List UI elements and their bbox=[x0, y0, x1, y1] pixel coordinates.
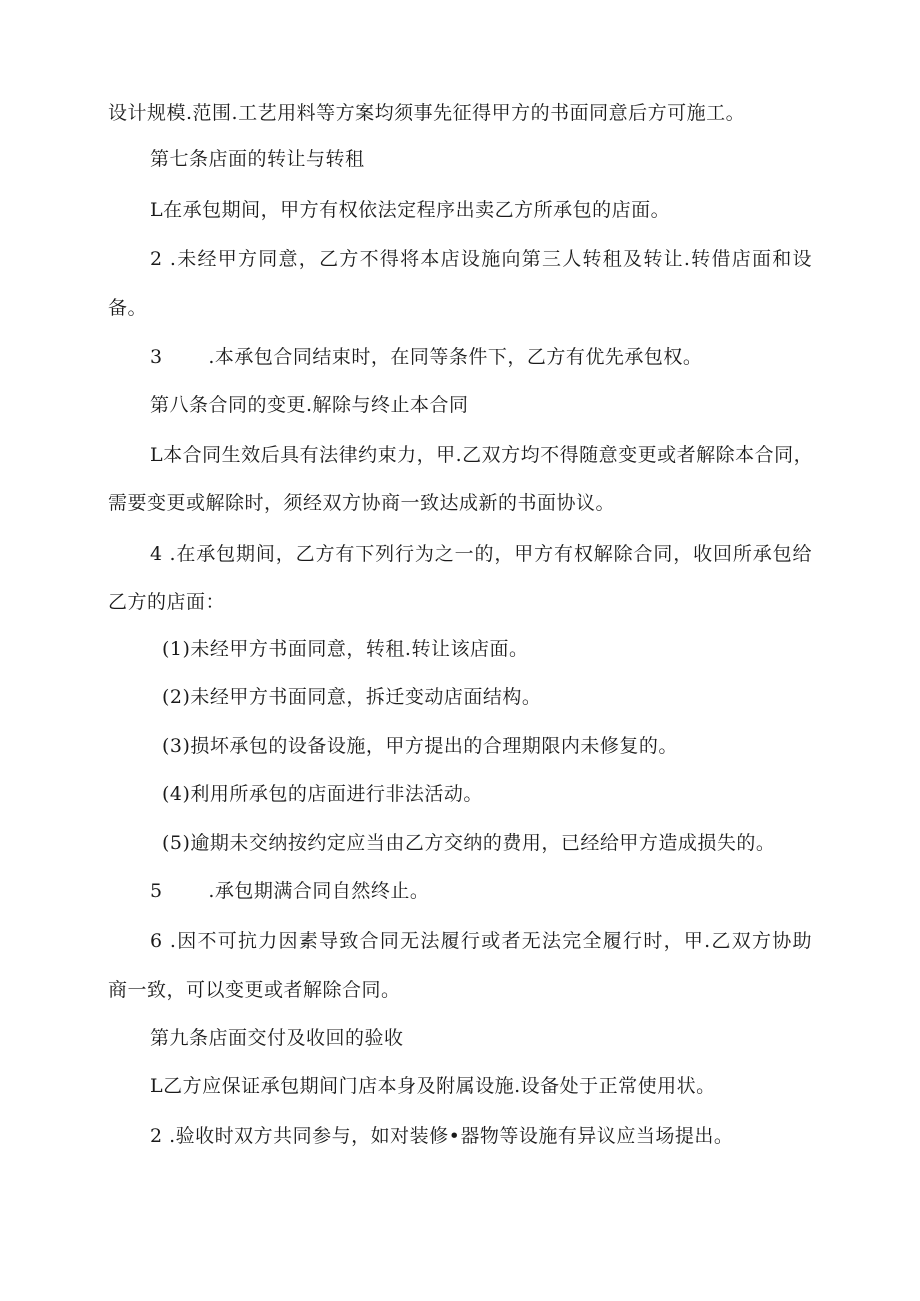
paragraph-line: 设计规模.范围.工艺用料等方案均须事先征得甲方的书面同意后方可施工。 bbox=[108, 102, 746, 124]
list-item: (2)未经甲方书面同意，拆迁变动店面结构。 bbox=[162, 686, 542, 708]
clause-line: L乙方应保证承包期间门店本身及附属设施.设备处于正常使用状。 bbox=[150, 1075, 716, 1097]
clause-line: 3 .本承包合同结束时，在同等条件下，乙方有优先承包权。 bbox=[150, 346, 703, 368]
list-item: (3)损坏承包的设备设施，甲方提出的合理期限内未修复的。 bbox=[162, 735, 678, 757]
section-heading: 第八条合同的变更.解除与终止本合同 bbox=[150, 394, 469, 416]
section-heading: 第七条店面的转让与转租 bbox=[150, 148, 365, 170]
clause-line: 6 .因不可抗力因素导致合同无法履行或者无法完全履行时，甲.乙双方协助 bbox=[150, 930, 812, 952]
clause-line-continued: 乙方的店面： bbox=[108, 591, 226, 613]
clause-line: 4 .在承包期间，乙方有下列行为之一的，甲方有权解除合同，收回所承包给 bbox=[150, 543, 812, 565]
clause-line: 5 .承包期满合同自然终止。 bbox=[150, 880, 430, 902]
clause-line: 2 .验收时双方共同参与，如对装修•器物等设施有异议应当场提出。 bbox=[150, 1125, 734, 1147]
clause-line: L本合同生效后具有法律约束力，甲.乙双方均不得随意变更或者解除本合同， bbox=[150, 444, 814, 466]
list-item: (4)利用所承包的店面进行非法活动。 bbox=[162, 783, 483, 805]
clause-line: L在承包期间，甲方有权依法定程序出卖乙方所承包的店面。 bbox=[150, 199, 671, 221]
clause-line-continued: 需要变更或解除时，须经双方协商一致达成新的书面协议。 bbox=[108, 492, 616, 514]
list-item: (1)未经甲方书面同意，转租.转让该店面。 bbox=[162, 638, 529, 660]
section-heading: 第九条店面交付及收回的验收 bbox=[150, 1027, 404, 1049]
clause-line: 2 .未经甲方同意，乙方不得将本店设施向第三人转租及转让.转借店面和设 bbox=[150, 248, 812, 270]
list-item: (5)逾期未交纳按约定应当由乙方交纳的费用，已经给甲方造成损失的。 bbox=[162, 832, 776, 854]
clause-line-continued: 商一致，可以变更或者解除合同。 bbox=[108, 979, 401, 1001]
clause-line-continued: 备。 bbox=[108, 297, 148, 319]
